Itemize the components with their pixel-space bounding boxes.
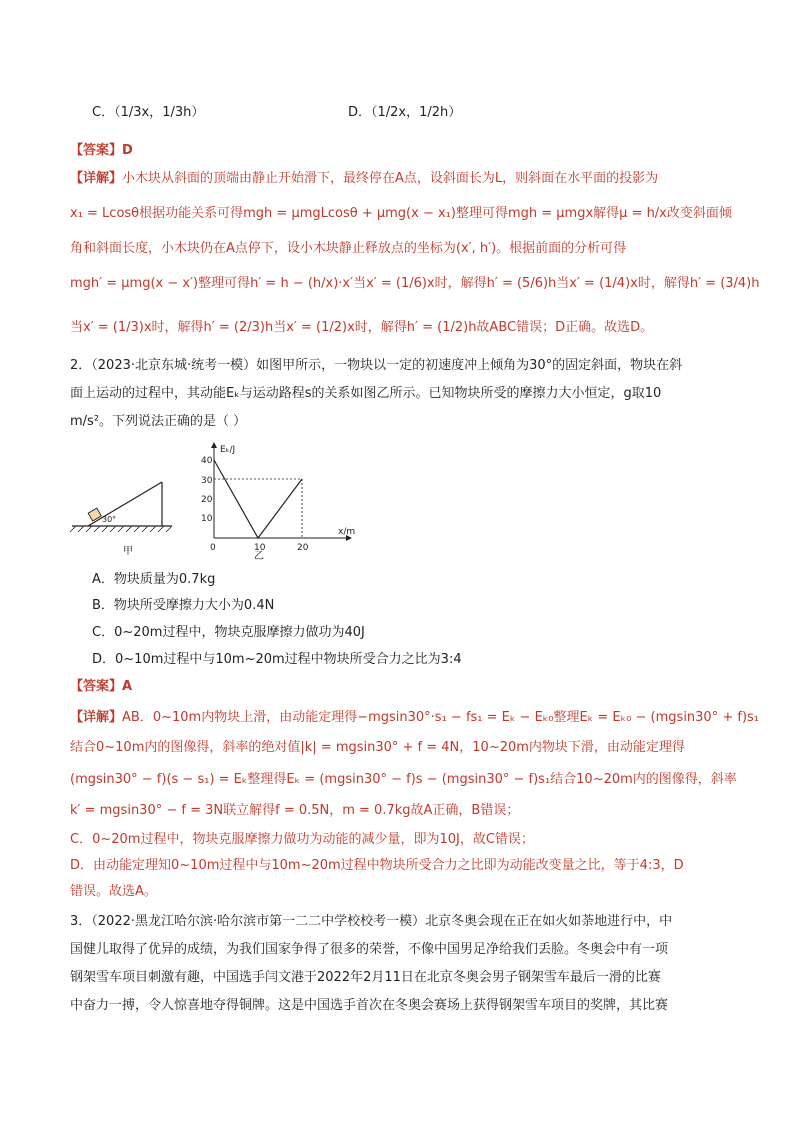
q2-detail-tag: 【详解】 (70, 710, 123, 725)
q3-stem-line-3: 钢架雪车项目刺激有趣，中国选手闫文港于2022年2月11日在北京冬奥会男子钢架雪车最后一滑的比赛 (70, 970, 661, 985)
q2-option-b: B．物块所受摩擦力大小为0.4N (92, 598, 275, 613)
q3-stem-line-1: 3．（2022·黑龙江哈尔滨·哈尔滨市第一二二中学校校考一模）北京冬奥会现在正在如火如荼地进行中，中 (70, 914, 673, 929)
q3-stem-line-2: 国健儿取得了优异的成绩，为我们国家争得了很多的荣誉，不像中国男足净给我们丢脸。冬奥会中有一项 (70, 942, 669, 957)
q2-option-c: C．0~20m过程中，物块克服摩擦力做功为40J (92, 625, 365, 640)
q2-detail-line-1: 【详解】AB．0~10m内物块上滑，由动能定理得−mgsin30°·s₁ − fs₁ = Eₖ − Eₖ₀整理Eₖ = Eₖ₀ − (mgsin30° + f)s₁ (70, 710, 759, 725)
figure-jia-caption: 甲 (123, 546, 133, 557)
q2-detail-line-5: C．0~20m过程中，物块克服摩擦力做功为动能的减少量，即为10J，故C错误； (70, 832, 534, 847)
q2-detail-line-3: (mgsin30° − f)(s − s₁) = Eₖ整理得Eₖ = (mgsin30° − f)s − (mgsin30° − f)s₁结合10~20m内的图像得，斜率 (70, 772, 737, 787)
ek-curve (214, 460, 302, 538)
q1-detail-line-3: 角和斜面长度，小木块仍在A点停下，设小木块静止释放点的坐标为(x′, h′)。根据前面的分析可得 (70, 241, 627, 256)
q2-option-d: D．0~10m过程中与10m~20m过程中物块所受合力之比为3:4 (92, 652, 462, 667)
q1-detail-line-1: 【详解】小木块从斜面的顶端由静止开始滑下，最终停在A点，设斜面长为L，则斜面在水平面的投影为 (70, 171, 659, 186)
x-tick-20: 20 (297, 543, 309, 553)
y-axis-label: Eₖ/J (220, 445, 236, 455)
x-axis-label: x/m (338, 527, 356, 537)
q2-detail-line-4: k′ = mgsin30° − f = 3N联立解得f = 0.5N，m = 0.7kg故A正确，B错误； (70, 803, 520, 818)
q2-answer: 【答案】A (70, 679, 133, 694)
x-tick-10: 10 (254, 543, 266, 553)
q2-stem-line-3: m/s²。下列说法正确的是（ ） (70, 414, 247, 429)
option-c: C．（1/3x，1/3h） (92, 105, 205, 120)
q2-detail-line-6: D．由动能定理知0~10m过程中与10m~20m过程中物块所受合力之比即为动能改变量之比，等于4:3，D (70, 858, 684, 873)
q1-answer: 【答案】D (70, 143, 133, 158)
figure-yi-caption: 乙 (254, 551, 264, 560)
x-tick-0: 0 (210, 543, 216, 553)
q2-detail-line-7: 错误。故选A。 (70, 884, 157, 899)
y-tick-30: 30 (201, 476, 213, 486)
q2-stem-line-2: 面上运动的过程中，其动能Eₖ与运动路程s的关系如图乙所示。已知物块所受的摩擦力大小恒定，g取10 (70, 386, 662, 401)
q2-stem-line-1: 2．（2023·北京东城·统考一模）如图甲所示，一物块以一定的初速度冲上倾角为30°的固定斜面，物块在斜 (70, 358, 683, 373)
q1-detail-line-5: 当x′ = (1/3)x时，解得h′ = (2/3)h当x′ = (1/2)x时，解得h′ = (1/2)h故ABC错误；D正确。故选D。 (70, 320, 654, 335)
q1-detail-line-2: x₁ = Lcosθ根据功能关系可得mgh = μmgLcosθ + μmg(x − x₁)整理可得mgh = μmgx解得μ = h/x改变斜面倾 (70, 206, 732, 221)
q1-detail-line-4: mgh′ = μmg(x − x′)整理可得h′ = h − (h/x)·x′当x′ = (1/6)x时，解得h′ = (5/6)h当x′ = (1/4)x时，解得h′ = (3/4)h (70, 276, 760, 291)
q2-detail-line-2: 结合0~10m内的图像得，斜率的绝对值|k| = mgsin30° + f = 4N，10~20m内物块下滑，由动能定理得 (70, 740, 685, 755)
q3-stem-line-4: 中奋力一搏，令人惊喜地夺得铜牌。这是中国选手首次在冬奥会赛场上获得钢架雪车项目的奖牌，其比赛 (70, 998, 669, 1013)
figure-yi-graph (196, 440, 366, 560)
y-tick-20: 20 (201, 495, 213, 505)
y-tick-10: 10 (201, 514, 213, 524)
y-tick-40: 40 (201, 456, 213, 466)
q2-option-a: A．物块质量为0.7kg (92, 572, 216, 587)
q1-detail-tag: 【详解】 (70, 171, 123, 186)
figure-jia-incline (68, 470, 178, 560)
option-d: D．（1/2x，1/2h） (348, 105, 462, 120)
angle-label: 30° (102, 515, 117, 524)
